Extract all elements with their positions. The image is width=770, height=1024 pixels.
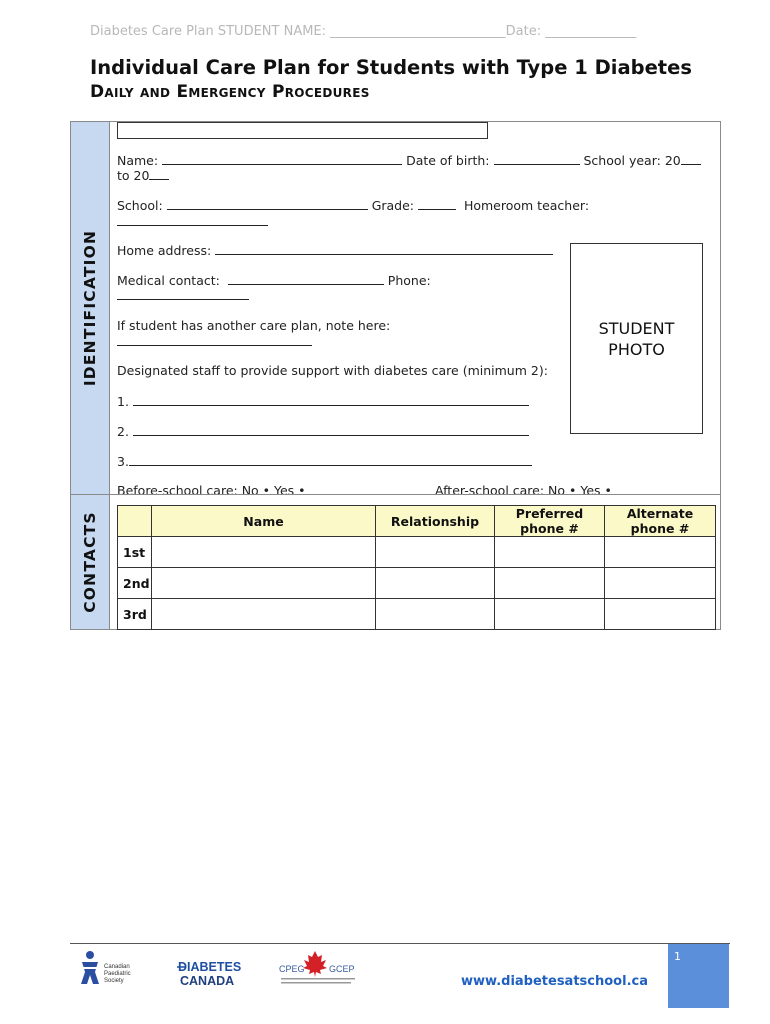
name-label: Name: <box>117 153 159 168</box>
staff-3-field[interactable] <box>129 455 532 466</box>
contact-relationship-cell[interactable] <box>376 537 495 568</box>
contact-alternate-phone-cell[interactable] <box>605 537 716 568</box>
school-year-start-field[interactable] <box>681 154 701 165</box>
contact-name-cell[interactable] <box>152 599 376 630</box>
other-plan-label: If student has another care plan, note here: <box>117 318 391 333</box>
staff-2-field[interactable] <box>133 425 529 436</box>
contact-row-label: 1st <box>118 537 152 568</box>
identification-tab-label: IDENTIFICATION <box>81 229 99 387</box>
phone-row <box>117 288 249 303</box>
contact-row-label: 2nd <box>118 568 152 599</box>
page-title: Individual Care Plan for Students with Type 1 Diabetes <box>90 56 692 79</box>
school-label: School: <box>117 198 163 213</box>
cpeg-logo <box>278 948 358 990</box>
svg-text:Paediatric: Paediatric <box>104 971 131 977</box>
contact-name-cell[interactable] <box>152 537 376 568</box>
svg-text:Canadian: Canadian <box>104 964 130 970</box>
footer-url[interactable]: www.diabetesatschool.ca <box>461 974 648 989</box>
other-plan-row <box>117 318 390 333</box>
staff-2-label: 2. <box>117 424 129 439</box>
contacts-header-name: Name <box>152 506 376 537</box>
student-photo-label: STUDENT PHOTO <box>598 318 675 359</box>
school-field[interactable] <box>167 199 368 210</box>
page-number: 1 <box>674 950 681 963</box>
diabetes-canada-logo-icon <box>177 958 249 990</box>
name-row <box>117 153 701 168</box>
contact-row-label: 3rd <box>118 599 152 630</box>
svg-text:CPEG: CPEG <box>279 964 305 974</box>
staff-label: Designated staff to provide support with diabetes care (minimum 2): <box>117 363 548 378</box>
medical-field[interactable] <box>228 274 384 285</box>
after-school-care: After-school care: No • Yes • <box>435 483 612 495</box>
contacts-header-blank <box>118 506 152 537</box>
page-header: Diabetes Care Plan STUDENT NAME: ___________________________Date: ______________ <box>90 24 637 39</box>
contact-preferred-phone-cell[interactable] <box>495 599 605 630</box>
page-number-box <box>668 944 729 1008</box>
phone-label: Phone: <box>387 273 431 288</box>
contacts-header-relationship: Relationship <box>376 506 495 537</box>
school-row <box>117 198 589 213</box>
contact-alternate-phone-cell[interactable] <box>605 568 716 599</box>
contact-relationship-cell[interactable] <box>376 599 495 630</box>
address-field[interactable] <box>215 244 553 255</box>
homeroom-field[interactable] <box>117 215 268 226</box>
svg-text:DIABETES: DIABETES <box>178 960 242 974</box>
cpeg-logo-icon <box>278 948 358 990</box>
footer-divider <box>70 943 730 944</box>
contacts-section <box>70 494 721 630</box>
address-row <box>117 243 553 258</box>
cps-logo-icon <box>78 948 148 988</box>
svg-text:GCEP: GCEP <box>329 964 355 974</box>
homeroom-label: Homeroom teacher: <box>463 198 590 213</box>
table-row <box>118 599 716 630</box>
contacts-header-preferred-phone: Preferred phone # <box>495 506 605 537</box>
other-plan-field[interactable] <box>117 335 312 346</box>
cps-logo <box>78 948 148 988</box>
contacts-header-row <box>118 506 716 537</box>
table-row <box>118 568 716 599</box>
grade-field[interactable] <box>418 199 456 210</box>
dob-label: Date of birth: <box>406 153 490 168</box>
top-input-box[interactable] <box>117 122 488 139</box>
homeroom-row <box>117 214 268 229</box>
svg-text:Society: Society <box>104 978 124 984</box>
diabetes-canada-logo <box>177 958 249 990</box>
phone-field[interactable] <box>117 289 249 300</box>
school-year-to-label: to 20 <box>117 168 150 183</box>
contacts-header-alternate-phone: Alternate phone # <box>605 506 716 537</box>
contact-preferred-phone-cell[interactable] <box>495 568 605 599</box>
before-school-care: Before-school care: No • Yes • <box>117 483 306 495</box>
identification-tab <box>71 122 110 494</box>
school-year-end-row <box>117 168 169 183</box>
staff-row <box>117 363 548 378</box>
contact-preferred-phone-cell[interactable] <box>495 537 605 568</box>
contacts-tab <box>71 495 110 629</box>
grade-label: Grade: <box>371 198 415 213</box>
table-row <box>118 537 716 568</box>
staff-3-row <box>117 454 532 469</box>
staff-1-label: 1. <box>117 394 129 409</box>
dob-field[interactable] <box>494 154 580 165</box>
address-label: Home address: <box>117 243 212 258</box>
contacts-tab-label: CONTACTS <box>81 511 99 613</box>
school-year-label: School year: 20 <box>583 153 681 168</box>
student-photo-box[interactable] <box>570 243 703 434</box>
page-subtitle: Daily and Emergency Procedures <box>90 82 370 102</box>
contact-relationship-cell[interactable] <box>376 568 495 599</box>
contact-name-cell[interactable] <box>152 568 376 599</box>
contacts-table <box>117 505 716 630</box>
name-field[interactable] <box>162 154 402 165</box>
other-plan-field-row <box>117 334 312 349</box>
staff-2-row <box>117 424 529 439</box>
staff-1-row <box>117 394 529 409</box>
identification-section <box>70 121 721 495</box>
staff-1-field[interactable] <box>133 395 529 406</box>
school-year-end-field[interactable] <box>149 169 169 180</box>
contact-alternate-phone-cell[interactable] <box>605 599 716 630</box>
medical-row <box>117 273 431 288</box>
medical-label: Medical contact: <box>117 273 220 288</box>
svg-text:CANADA: CANADA <box>180 974 235 988</box>
staff-3-label: 3. <box>117 454 129 469</box>
